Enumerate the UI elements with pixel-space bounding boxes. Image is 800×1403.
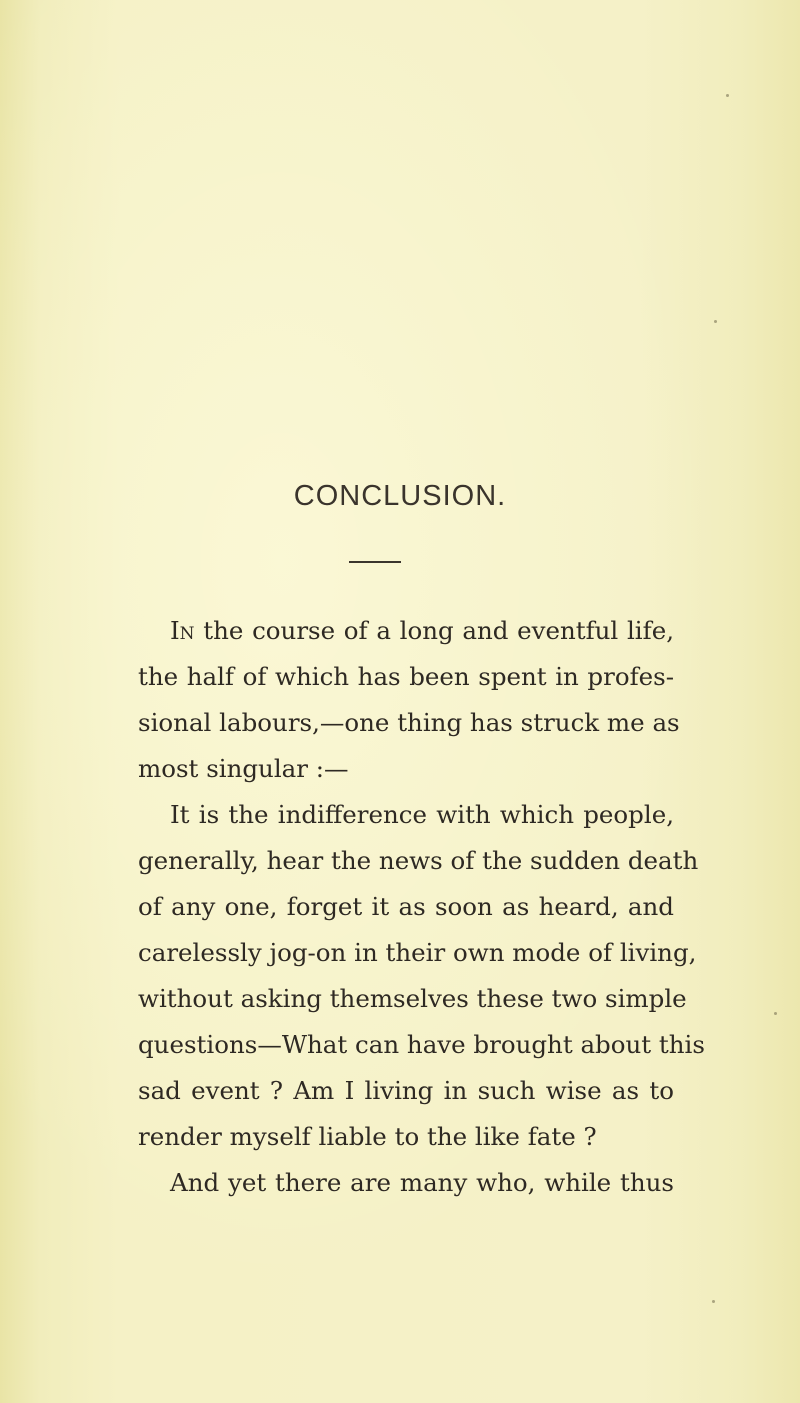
paragraph-2-line-6: questions—What can have brought about this — [138, 1030, 705, 1059]
chapter-heading: CONCLUSION. — [293, 480, 507, 512]
paper-speck — [714, 320, 717, 323]
paragraph-2-line-2: generally, hear the news of the sudden death — [138, 846, 699, 875]
paragraph-1-line-4: most singular :— — [138, 754, 349, 783]
paragraph-1-line-1-text: the course of a long and eventful life, — [194, 616, 674, 645]
heading-rule — [349, 561, 401, 563]
paragraph-1-line-2: the half of which has been spent in profes- — [138, 662, 674, 691]
paper-speck — [712, 1300, 715, 1303]
paragraph-2-line-7: sad event ? Am I living in such wise as to — [138, 1076, 674, 1105]
paragraph-2-line-8: render myself liable to the like fate ? — [138, 1122, 597, 1151]
paragraph-2-line-3: of any one, forget it as soon as heard, and — [138, 892, 674, 921]
paper-speck — [726, 94, 729, 97]
drop-word: In — [170, 616, 195, 645]
paper-speck — [774, 1012, 777, 1015]
paragraph-1-line-3: sional labours,—one thing has struck me as — [138, 708, 680, 737]
paragraph-2-line-1: It is the indifference with which people, — [170, 800, 674, 829]
paragraph-1-line-1 — [170, 608, 674, 654]
paragraph-2-line-5: without asking themselves these two simple — [138, 984, 687, 1013]
paragraph-2-line-4: carelessly jog-on in their own mode of living, — [138, 938, 697, 967]
paragraph-3-line-1: And yet there are many who, while thus — [170, 1168, 674, 1197]
